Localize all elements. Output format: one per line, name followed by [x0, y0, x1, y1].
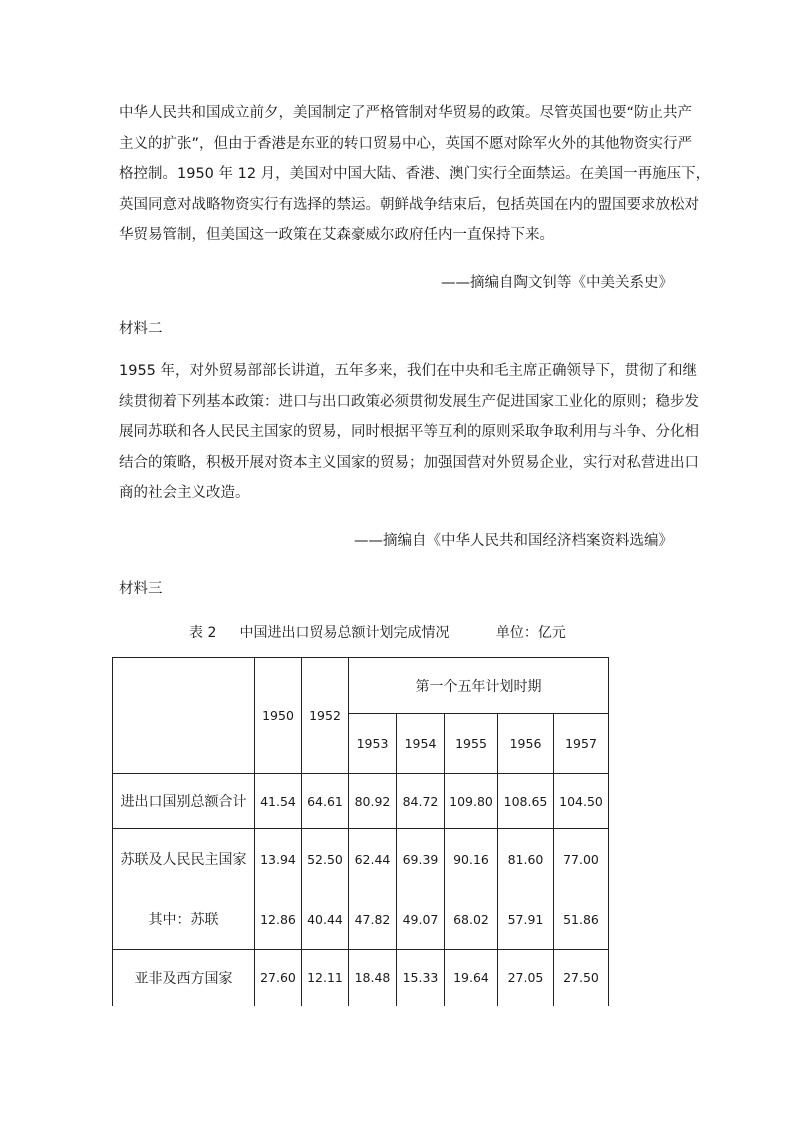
table-cell: 19.64	[445, 950, 498, 1006]
table-cell: 90.16	[453, 851, 489, 867]
material2-line: 1955 年，对外贸易部部长讲道，五年多来，我们在中央和毛主席正确领导下，贯彻了和继	[119, 363, 698, 379]
table-cell: 27.50	[554, 950, 609, 1006]
material1-line: 格控制。1950 年 12 月，美国对中国大陆、香港、澳门实行全面禁运。在美国一再施压下，	[119, 166, 711, 182]
material2-line: 结合的策略，积极开展对资本主义国家的贸易；加强国营对外贸易企业，实行对私营进出口	[119, 454, 699, 471]
material1-line: 中华人民共和国成立前夕，美国制定了严格管制对华贸易的政策。尽管英国也要“防止共产	[119, 105, 693, 121]
material1-source: ——摘编自陶文钊等《中美关系史》	[441, 275, 673, 291]
row-label: 苏联及人民民主国家	[120, 852, 247, 868]
table-cell: 27.05	[498, 950, 554, 1006]
table-cell: 108.65	[498, 774, 554, 829]
table-cell: 57.91	[507, 911, 544, 927]
year-header: 1950	[255, 658, 302, 774]
table-cell: 12.86	[260, 911, 296, 927]
table-cell: 62.44	[354, 851, 391, 867]
row-label: 进出口国别总额合计	[113, 774, 255, 829]
year-header: 1957	[554, 714, 609, 774]
table-number: 表 2	[189, 625, 217, 641]
year-header: 1956	[498, 714, 554, 774]
period-header: 第一个五年计划时期	[349, 658, 609, 714]
table-unit: 单位：亿元	[495, 625, 566, 641]
table-cell: 69.39	[402, 851, 439, 867]
material2-heading: 材料二	[119, 321, 163, 337]
year-header: 1955	[445, 714, 498, 774]
material1-line: 主义的扩张”，但由于香港是东亚的转口贸易中心，英国不愿对除军火外的其他物资实行严	[119, 135, 693, 152]
table-cell: 18.48	[349, 950, 397, 1006]
material2-paragraph	[119, 356, 699, 509]
table-cell: 15.33	[397, 950, 445, 1006]
table-cell: 41.54	[255, 774, 302, 829]
table-cell: 40.44	[307, 911, 343, 927]
year-header: 1953	[349, 714, 397, 774]
table-caption	[189, 622, 566, 642]
row-label: 亚非及西方国家	[113, 950, 255, 1006]
year-header: 1954	[397, 714, 445, 774]
trade-table	[112, 657, 609, 1006]
material2-line: 续贯彻着下列基本政策：进口与出口政策必须贯彻发展生产促进国家工业化的原则；稳步发	[119, 393, 699, 410]
material1-paragraph	[119, 98, 711, 251]
row-label: 其中：苏联	[148, 912, 219, 928]
material3-heading: 材料三	[119, 581, 163, 597]
table-cell: 51.86	[563, 911, 599, 927]
table-cell: 104.50	[554, 774, 609, 829]
material1-line: 华贸易管制，但美国这一政策在艾森豪威尔政府任内一直保持下来。	[119, 227, 554, 243]
table-cell: 52.50	[307, 851, 343, 867]
table-corner-cell	[113, 658, 255, 774]
table-cell: 12.11	[302, 950, 349, 1006]
material2-line: 展同苏联和各人民民主国家的贸易，同时根据平等互利的原则采取争取利用与斗争、分化相	[119, 424, 699, 440]
table-cell: 109.80	[445, 774, 498, 829]
material2-source: ——摘编自《中华人民共和国经济档案资料选编》	[354, 533, 673, 549]
table-title: 中国进出口贸易总额计划完成情况	[239, 625, 450, 641]
table-row	[113, 950, 609, 1006]
table-cell: 68.02	[453, 911, 489, 927]
table-row	[113, 774, 609, 829]
material1-line: 英国同意对战略物资实行有选择的禁运。朝鲜战争结束后，包括英国在内的盟国要求放松对	[119, 196, 699, 213]
table-cell: 47.82	[354, 911, 391, 927]
table-cell: 13.94	[260, 851, 296, 867]
year-header: 1952	[302, 658, 349, 774]
table-cell: 27.60	[255, 950, 302, 1006]
table-cell: 84.72	[397, 774, 445, 829]
table-cell: 77.00	[563, 851, 599, 867]
material2-line: 商的社会主义改造。	[119, 485, 250, 501]
table-cell: 64.61	[302, 774, 349, 829]
table-cell: 80.92	[349, 774, 397, 829]
table-cell: 49.07	[402, 911, 439, 927]
table-row	[113, 829, 609, 950]
table-cell: 81.60	[507, 851, 544, 867]
